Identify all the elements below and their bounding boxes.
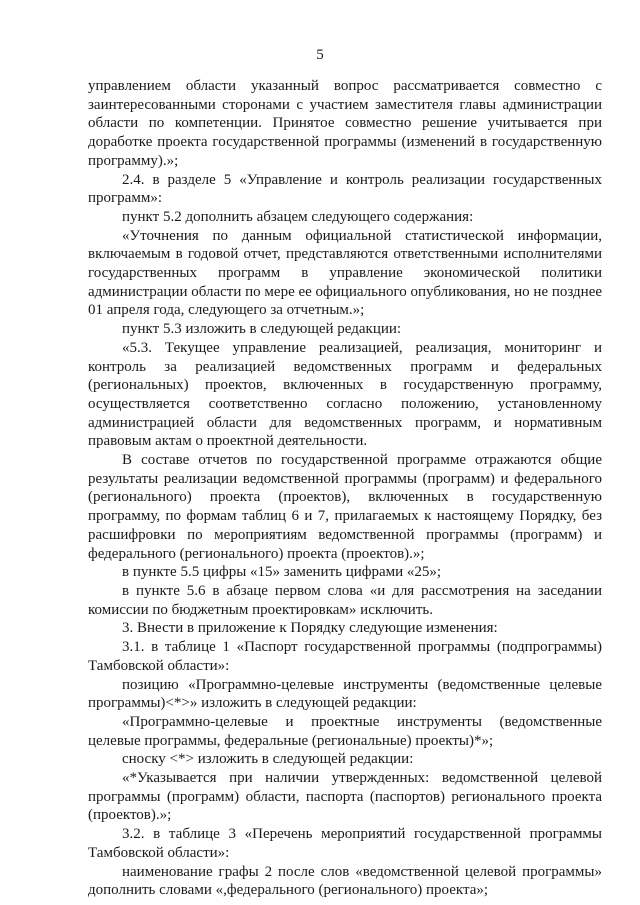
paragraph: пункт 5.2 дополнить абзацем следующего содержания: (122, 208, 474, 225)
paragraph: «Программно-целевые и проектные инструменты (ведомственные целевые программы, федеральные (региональные) проекты)*»; (88, 713, 602, 749)
paragraph: 3.1. в таблице 1 «Паспорт государственной программы (подпрограммы) Тамбовской области»: (88, 639, 602, 674)
paragraph: «Уточнения по данным официальной статистической информации, включаемым в годовой отчет, представляются ответственными исполнителями государственных программ в управление экономической политики администрации области по мере ее официального опубликования, но не позднее 01 апреля года, следующего за отчетным.»; (88, 227, 603, 319)
paragraph: пункт 5.3 изложить в следующей редакции: (122, 321, 402, 338)
paragraph: В составе отчетов по государственной программе отражаются общие результаты реализации ведомственной программы (программ) и федерального (регионального) проекта (проектов), включенных в государственную программу, по формам таблиц 6 и 7, прилагаемых к настоящему Порядку, без расшифровки по мероприятиям ведомственной программы (программ) и федерального (регионального) проекта (проектов).»; (88, 452, 602, 562)
paragraph: наименование графы 2 после слов «ведомственной целевой программы» дополнить словами «,федерального (регионального) проекта»; (88, 863, 602, 899)
paragraph: сноску <*> изложить в следующей редакции: (122, 751, 414, 768)
document-body (88, 77, 602, 900)
paragraph: 2.4. в разделе 5 «Управление и контроль реализации государственных программ»: (88, 171, 602, 207)
paragraph: 3. Внести в приложение к Порядку следующие изменения: (122, 620, 498, 637)
paragraph: позицию «Программно-целевые инструменты (ведомственные целевые программы)<*>» изложить в следующей редакции: (88, 676, 602, 712)
paragraph: в пункте 5.5 цифры «15» заменить цифрами «25»; (122, 564, 442, 581)
paragraph: в пункте 5.6 в абзаце первом слова «и для рассмотрения на заседании комиссии по бюджетным проектировкам» исключить. (88, 582, 602, 618)
paragraph: 3.2. в таблице 3 «Перечень мероприятий государственной программы Тамбовской области»: (88, 826, 602, 861)
page-number: 5 (316, 47, 324, 63)
paragraph: «5.3. Текущее управление реализацией, реализация, мониторинг и контроль за реализацией ведомственных программ и федеральных (региональных) проектов, включенных в государственную программу, осуществляется соответственно согласно положению, установленному администрацией области для ведомственных программ, и нормативным правовым актам о проектной деятельности. (88, 339, 602, 450)
paragraph: «*Указывается при наличии утвержденных: ведомственной целевой программы (программ) области, паспорта (паспортов) регионального проекта (проектов).»; (88, 770, 602, 824)
paragraph: управлением области указанный вопрос рассматривается совместно с заинтересованными сторонами с участием заместителя главы администрации области по компетенции. Принятое совместно решение учитывается при доработке проекта государственной программы (изменений в государственную программу).»; (88, 78, 602, 169)
